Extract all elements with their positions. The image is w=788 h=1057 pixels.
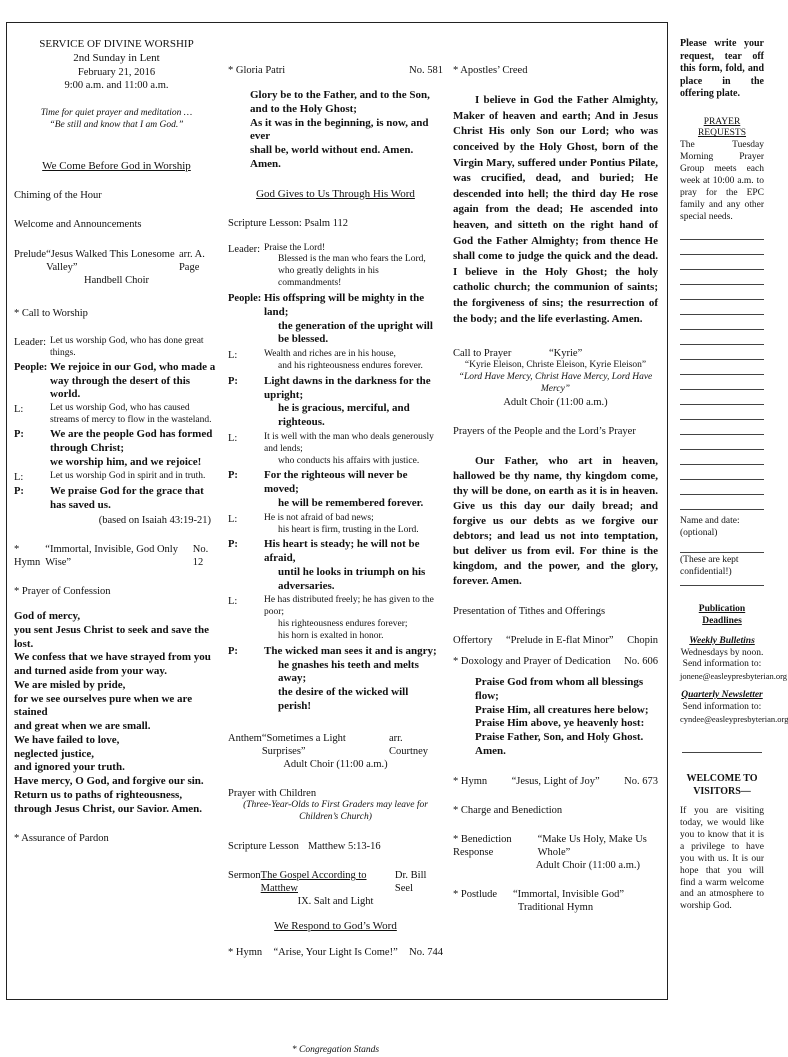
- scripture2-label: Scripture Lesson: [228, 840, 299, 852]
- hymn1-number: No. 12: [192, 543, 209, 568]
- psalm-speaker: P:: [228, 470, 238, 482]
- request-line[interactable]: [680, 302, 764, 315]
- offertory-label: Offertory: [453, 634, 493, 646]
- litany-row: [14, 471, 219, 484]
- psalm-line: Blessed is the man who fears the Lord,: [278, 254, 426, 265]
- litany-speaker: [14, 456, 50, 470]
- prayers-of-the-people: Prayers of the People and the Lord’s Prayer: [453, 426, 636, 438]
- sermon-label: Sermon: [228, 870, 261, 881]
- offertory-composer: Chopin: [627, 634, 658, 646]
- section-heading-come: We Come Before God in Worship: [42, 159, 191, 172]
- welcome: Welcome and Announcements: [14, 219, 142, 231]
- congregation-stands-note: * Congregation Stands: [291, 1045, 380, 1056]
- psalm-line: his horn is exalted in honor.: [278, 631, 384, 641]
- kyrie-line-1: “Kyrie Eleison, Christe Eleison, Kyrie Eleison”: [464, 360, 647, 371]
- request-line[interactable]: [680, 467, 764, 480]
- section-heading-respond: We Respond to God’s Word: [274, 920, 397, 933]
- gloria-line: and to the Holy Ghost;: [250, 102, 357, 115]
- psalm-line: who conducts his affairs with justice.: [278, 455, 420, 466]
- litany-text: We praise God for the grace that has saved us.: [50, 485, 204, 511]
- psalm-speaker: L:: [228, 596, 238, 608]
- request-line[interactable]: [680, 482, 764, 495]
- charge-and-benediction: * Charge and Benediction: [453, 804, 563, 816]
- kyrie-title: “Kyrie”: [549, 348, 583, 360]
- postlude-title: “Immortal, Invisible God”: [513, 889, 625, 901]
- litany-row: [14, 403, 219, 427]
- psalm-text: [264, 513, 443, 537]
- litany-speaker: P:: [14, 428, 24, 440]
- confession-line: We are misled by pride,: [14, 678, 126, 691]
- request-line[interactable]: [680, 242, 764, 255]
- column-2: [228, 38, 443, 1057]
- psalm-row: [228, 538, 443, 593]
- psalm-text: [264, 595, 443, 643]
- hymn2-row: [228, 946, 443, 959]
- confession-line: Return us to paths of righteousness,: [14, 788, 183, 801]
- psalm-text: [264, 645, 443, 714]
- psalm-row: [228, 432, 443, 468]
- anthem-arranger: arr. Courtney: [388, 732, 429, 757]
- psalm-line: the generation of the upright will be blessed.: [278, 319, 433, 346]
- hymn3-title: “Jesus, Light of Joy”: [511, 775, 600, 787]
- name-and-date-label: Name and date: (optional): [680, 516, 740, 539]
- sermon-row: [228, 869, 443, 895]
- children-note: (Three-Year-Olds to First Graders may leave for Children’s Church): [243, 800, 428, 822]
- hymn1-title: “Immortal, Invisible, God Only Wise”: [45, 543, 178, 568]
- psalm-row: [228, 292, 443, 347]
- psalm-line: until he looks in triumph on his adversaries.: [278, 565, 426, 592]
- lords-prayer-text: Our Father, who art in heaven, hallowed be thy name, thy kingdom come, thy will be done, on earth as it is in heaven. Give us this day our daily bread; and forgive us our debts as we forgive our debtors; and lead us not into temptation, but deliver us from evil. For thine is the kingdom, and the power, and the glory, forever. Amen.: [453, 455, 658, 587]
- psalm-line: the desire of the wicked will perish!: [278, 686, 409, 712]
- call-to-prayer-row: [453, 347, 658, 360]
- hymn3-label: * Hymn: [453, 775, 488, 787]
- weekly-send: Send information to:: [682, 659, 762, 670]
- confession-line: and great when we are small.: [14, 720, 151, 733]
- psalm-text: [264, 375, 443, 430]
- psalm-text: [264, 349, 443, 373]
- doxology-row: [453, 655, 658, 668]
- psalm-row: [228, 513, 443, 537]
- gloria-line: As it was in the beginning, is now, and ever: [250, 116, 429, 143]
- request-line[interactable]: [680, 332, 764, 345]
- hymn1-row: [14, 543, 219, 569]
- psalm-line: he will be remembered forever.: [278, 496, 424, 509]
- kyrie-line-2: “Lord Have Mercy, Christ Have Mercy, Lord Have Mercy”: [458, 372, 653, 395]
- confidential-note: (These are kept confidential!): [680, 555, 739, 577]
- psalm-text: [264, 292, 443, 347]
- column-3: [453, 38, 658, 915]
- publication-deadlines-heading: Publication Deadlines: [698, 603, 746, 626]
- psalm-line: Wealth and riches are in his house,: [264, 349, 396, 359]
- doxology-line: Praise Him above, ye heavenly host:: [475, 717, 645, 730]
- request-line[interactable]: [680, 422, 764, 435]
- psalm-line: His offspring will be mighty in the land;: [264, 292, 425, 318]
- confession-line: and ignored your truth.: [14, 761, 125, 774]
- name-and-date-line[interactable]: [680, 540, 764, 553]
- prelude-title: “Jesus Walked This Lonesome Valley”: [46, 248, 175, 273]
- call-to-worship-litany: [14, 336, 219, 513]
- offertory-title: “Prelude in E-flat Minor”: [505, 634, 614, 646]
- prayer-with-children: Prayer with Children: [228, 788, 317, 799]
- request-line[interactable]: [680, 287, 764, 300]
- request-line[interactable]: [680, 347, 764, 360]
- anthem-title: “Sometimes a Light Surprises”: [261, 732, 346, 757]
- psalm-line: His heart is steady; he will not be afraid,: [264, 538, 420, 565]
- doxology-line: Praise Father, Son, and Holy Ghost. Amen.: [475, 731, 644, 757]
- litany-speaker: L:: [14, 472, 24, 483]
- prayer-request-sidebar: [680, 38, 788, 913]
- psalm-line: his righteousness endures forever;: [278, 619, 408, 630]
- litany-speaker: L:: [14, 404, 24, 415]
- confession-line: Have mercy, O God, and forgive our sin.: [14, 775, 204, 788]
- hymn2-number: No. 744: [409, 947, 443, 959]
- scripture-lesson-psalm: Scripture Lesson: Psalm 112: [228, 218, 349, 230]
- psalm-speaker: L:: [228, 432, 238, 444]
- quarterly-email[interactable]: cyndee@easleypresbyterian.org: [680, 713, 788, 724]
- kyrie-choir: Adult Choir (11:00 a.m.): [503, 397, 608, 409]
- litany-text: we worship him, and we rejoice!: [50, 456, 202, 469]
- litany-row: [14, 361, 219, 402]
- doxology-label: * Doxology and Prayer of Dedication: [453, 656, 611, 668]
- psalm-line: He has distributed freely; he has given to the poor;: [264, 595, 434, 618]
- request-line[interactable]: [680, 437, 764, 450]
- assurance-of-pardon: * Assurance of Pardon: [14, 833, 109, 845]
- psalm-speaker: Leader:: [228, 243, 261, 255]
- litany-speaker: People:: [14, 361, 48, 373]
- hymn3-row: [453, 775, 658, 788]
- confession-line: through Jesus Christ, our Savior. Amen.: [14, 802, 203, 815]
- sermon-preacher: Dr. Bill Seel: [394, 870, 427, 895]
- request-line[interactable]: [680, 452, 764, 465]
- welcome-visitors-text: If you are visiting today, we would like you to know that it is a privilege to have you with us. It is our hope that you will find a warm welcome and an atmosphere to worship God.: [680, 806, 764, 912]
- weekly-email[interactable]: jonene@easleypresbyterian.org: [680, 671, 788, 682]
- hymn2-label: * Hymn: [228, 947, 263, 959]
- psalm-litany: [228, 243, 443, 714]
- prayer-requests-heading: PRAYER REQUESTS: [697, 116, 747, 139]
- request-line[interactable]: [680, 407, 764, 420]
- confession-line: you sent Jesus Christ to seek and save the lost.: [14, 623, 209, 650]
- quiet-prayer: Time for quiet prayer and meditation …: [40, 107, 193, 118]
- confession-line: We confess that we have strayed from you: [14, 651, 211, 664]
- confession-line: and turned aside from your way.: [14, 665, 168, 678]
- tithes-and-offerings: Presentation of Tithes and Offerings: [453, 605, 606, 617]
- benediction-choir: Adult Choir (11:00 a.m.): [535, 860, 640, 872]
- request-line[interactable]: [680, 392, 764, 405]
- hymn3-number: No. 673: [624, 775, 658, 787]
- confession-line: We have failed to love,: [14, 733, 120, 746]
- call-to-worship: * Call to Worship: [14, 307, 88, 319]
- doxology-text: [453, 676, 658, 759]
- request-line[interactable]: [680, 227, 764, 240]
- prelude-choir: Handbell Choir: [83, 274, 150, 286]
- service-times: 9:00 a.m. and 11:00 a.m.: [64, 79, 169, 91]
- weekly-bulletins-heading: Weekly Bulletins: [689, 635, 755, 646]
- quarterly-newsletter-heading: Quarterly Newsletter: [681, 689, 763, 700]
- confession-line: for we see ourselves pure when we are stained: [14, 692, 193, 719]
- call-to-prayer-label: Call to Prayer: [453, 348, 512, 360]
- litany-row: [14, 428, 219, 456]
- postlude-row: [453, 888, 658, 901]
- litany-speaker: Leader:: [14, 337, 47, 348]
- psalm-row: [228, 375, 443, 430]
- gloria-text: [228, 89, 443, 172]
- quarterly-send: Send information to:: [682, 701, 762, 712]
- psalm-speaker: P:: [228, 539, 238, 551]
- psalm-speaker: L:: [228, 513, 238, 525]
- hymn1-label: * Hymn: [14, 543, 41, 568]
- psalm-line: his heart is firm, trusting in the Lord.: [278, 524, 419, 535]
- benediction-label: * Benediction Response: [453, 833, 512, 859]
- apostles-creed-label: * Apostles’ Creed: [453, 65, 528, 76]
- prayer-of-confession: * Prayer of Confession: [14, 586, 111, 597]
- service-title: SERVICE OF DIVINE WORSHIP: [39, 38, 194, 50]
- psalm-line: Light dawns in the darkness for the upright;: [264, 374, 431, 401]
- psalm-text: [264, 432, 443, 468]
- litany-text: We are the people God has formed through Christ;: [50, 427, 213, 454]
- doxology-number: No. 606: [624, 656, 658, 668]
- sermon-title: The Gospel According to Matthew: [260, 870, 367, 895]
- prelude-row: [14, 248, 219, 274]
- request-lines[interactable]: [680, 227, 764, 510]
- request-line[interactable]: [680, 317, 764, 330]
- gloria-row: [228, 38, 443, 77]
- psalm-text: [264, 538, 443, 593]
- postlude-subtitle: Traditional Hymn: [517, 902, 594, 914]
- benediction-title: “Make Us Holy, Make Us Whole”: [537, 833, 647, 859]
- gloria-label: * Gloria Patri: [228, 65, 286, 76]
- psalm-line: who greatly delights in his commandments!: [278, 266, 379, 289]
- apostles-creed-text: I believe in God the Father Almighty, Maker of heaven and earth; And in Jesus Christ His only Son our Lord; who was conceived by the Holy Ghost, born of the Virgin Mary, suffered under Pontius Pilate, was crucified, dead, and buried; He descended into hell; the third day He rose again from the dead; He ascended into heaven, and sitteth on the right hand of God the Father Almighty; from thence He shall come to judge the quick and the dead. I believe in the Holy Ghost; the holy catholic church; the communion of saints; the forgiveness of sins; the resurrection of the body; and the life everlasting. Amen.: [453, 94, 658, 325]
- doxology-line: Praise Him, all creatures here below;: [475, 703, 649, 716]
- anthem-label: Anthem: [228, 732, 262, 744]
- litany-text: Let us worship God in spirit and in truth.: [50, 471, 206, 481]
- psalm-line: he gnashes his teeth and melts away;: [278, 658, 419, 685]
- anthem-choir: Adult Choir (11:00 a.m.): [283, 758, 388, 770]
- scripture2-row: [228, 840, 443, 853]
- request-line[interactable]: [680, 377, 764, 390]
- sidebar-intro: Please write your request, tear off this form, fold, and place in the offering plate.: [680, 38, 764, 99]
- psalm-line: The wicked man sees it and is angry;: [264, 644, 437, 657]
- anthem-row: [228, 732, 443, 758]
- litany-text: Let us worship God, who has done great things.: [50, 336, 204, 358]
- welcome-visitors-heading: WELCOME TO VISITORS—: [686, 773, 758, 797]
- column-1: [14, 38, 219, 846]
- psalm-row: [228, 595, 443, 643]
- gloria-line: shall be, world without end. Amen. Amen.: [250, 144, 414, 170]
- psalm-speaker: People:: [228, 293, 262, 304]
- litany-text: We rejoice in our God, who made a way through the desert of this world.: [50, 360, 216, 401]
- litany-speaker: P:: [14, 486, 24, 498]
- doxology-line: Praise God from whom all blessings flow;: [475, 676, 644, 702]
- divider: [680, 579, 764, 586]
- confession-line: God of mercy,: [14, 610, 81, 623]
- chiming: Chiming of the Hour: [14, 190, 102, 202]
- request-line[interactable]: [680, 272, 764, 285]
- section-heading-word: God Gives to Us Through His Word: [256, 187, 415, 200]
- psalm-row: [228, 469, 443, 510]
- sermon-subtitle: IX. Salt and Light: [297, 896, 374, 908]
- offertory-row: [453, 634, 658, 647]
- request-line[interactable]: [680, 497, 764, 510]
- gloria-line: Glory be to the Father, and to the Son,: [250, 89, 430, 102]
- prelude-arranger: arr. A. Page: [178, 248, 205, 273]
- litany-row: [14, 485, 219, 513]
- litany-row: [14, 456, 219, 470]
- confession-line: neglected justice,: [14, 747, 95, 760]
- gloria-number: No. 581: [409, 65, 443, 76]
- service-date: February 21, 2016: [77, 66, 156, 78]
- prelude-label: Prelude: [14, 248, 47, 260]
- psalm-row: [228, 349, 443, 373]
- psalm-line: Praise the Lord!: [264, 242, 326, 253]
- weekly-deadline: Wednesdays by noon.: [680, 647, 764, 658]
- psalm-row: [228, 645, 443, 714]
- postlude-label: * Postlude: [453, 889, 498, 901]
- litany-text: Let us worship God, who has caused streams of mercy to flow in the wasteland.: [50, 403, 212, 425]
- divider: [682, 752, 762, 753]
- psalm-speaker: P:: [228, 645, 238, 657]
- psalm-line: For the righteous will never be moved;: [264, 469, 408, 496]
- litany-row: [14, 336, 219, 360]
- psalm-speaker: L:: [228, 350, 238, 361]
- benediction-row: [453, 833, 658, 859]
- psalm-text: [264, 469, 443, 510]
- psalm-line: He is not afraid of bad news;: [264, 512, 374, 523]
- psalm-line: and his righteousness endures forever.: [278, 360, 423, 371]
- call-to-worship-source: (based on Isaiah 43:19-21): [98, 514, 211, 526]
- hymn2-title: “Arise, Your Light Is Come!”: [273, 947, 398, 959]
- psalm-speaker: P:: [228, 375, 238, 387]
- scripture2-reference: Matthew 5:13-16: [308, 840, 381, 852]
- service-subtitle: 2nd Sunday in Lent: [73, 51, 160, 64]
- psalm-line: It is well with the man who deals generously and lends;: [264, 431, 434, 454]
- request-line[interactable]: [680, 362, 764, 375]
- psalm-text: [264, 243, 443, 291]
- quiet-verse: “Be still and know that I am God.”: [49, 119, 184, 130]
- confession-text: [14, 610, 219, 816]
- psalm-row: [228, 243, 443, 291]
- prayer-requests-text: The Tuesday Morning Prayer Group meets each week at 10:00 a.m. to pray for the EPC family and any other special needs.: [680, 140, 764, 222]
- request-line[interactable]: [680, 257, 764, 270]
- psalm-line: he is gracious, merciful, and righteous.: [278, 402, 410, 428]
